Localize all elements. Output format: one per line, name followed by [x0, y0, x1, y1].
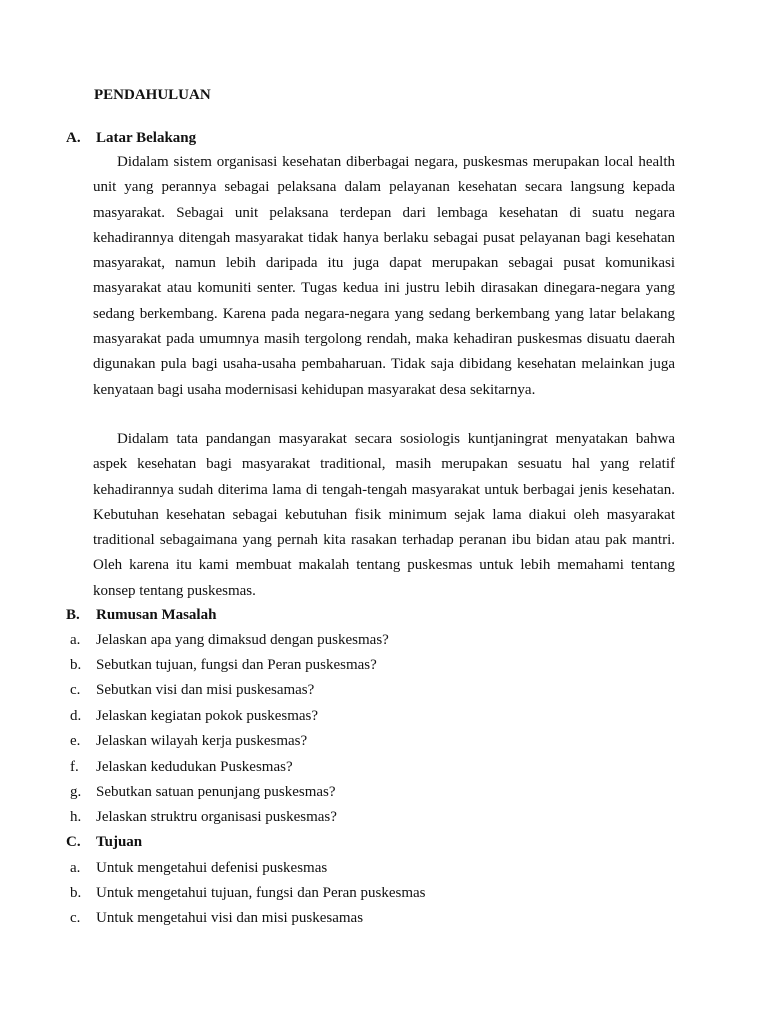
- list-item: b. Sebutkan tujuan, fungsi dan Peran puskesmas?: [70, 657, 377, 673]
- section-c-heading: [66, 831, 142, 853]
- list-item: c. Untuk mengetahui visi dan misi puskesamas: [70, 910, 364, 926]
- list-item: a. Jelaskan apa yang dimaksud dengan puskesmas?: [70, 632, 389, 648]
- list-item: e. Jelaskan wilayah kerja puskesmas?: [70, 733, 308, 749]
- section-title: Tujuan: [96, 834, 143, 850]
- list-item: h. Jelaskan struktru organisasi puskesmas?: [70, 809, 337, 825]
- paragraph-text: Didalam sistem organisasi kesehatan diberbagai negara, puskesmas merupakan local health unit yang perannya sebagai pelaksana dalam pelayanan kesehatan secara langsung kepada masyarakat. Sebagai unit pelaksana terdepan dari lembaga kesehatan di suatu negara kehadirannya ditengah masyarakat tidak hanya berlaku sebagai pusat pelayanan bagi kesehatan masyarakat, namun lebih daripada itu juga dapat merupakan sebagai pusat komunikasi masyarakat atau komuniti senter. Tugas kedua ini justru lebih dirasakan dinegara-negara yang sedang berkembang. Karena pada negara-negara yang sedang berkembang yang latar belakang masyarakat pada umumnya masih tergolong rendah, maka kehadiran puskesmas disuatu daerah digunakan pula bagi usaha-usaha pembaharuan. Tidak saja dibidang kesehatan melainkan juga kenyataan bagi usaha modernisasi kehidupan masyarakat desa sekitarnya.: [93, 154, 675, 398]
- list-item: f. Jelaskan kedudukan Puskesmas?: [70, 759, 293, 775]
- list-item: a. Untuk mengetahui defenisi puskesmas: [70, 860, 328, 876]
- section-b-heading: [66, 604, 216, 626]
- list-item: c. Sebutkan visi dan misi puskesamas?: [70, 682, 315, 698]
- list-item: b. Untuk mengetahui tujuan, fungsi dan Peran puskesmas: [70, 885, 426, 901]
- page-title: PENDAHULUAN: [94, 87, 211, 103]
- section-letter: A.: [66, 130, 81, 146]
- section-letter: C.: [66, 834, 81, 850]
- section-a-heading: [66, 127, 196, 149]
- paragraph-latar-belakang-1: [93, 150, 675, 403]
- paragraph-latar-belakang-2: [93, 427, 675, 604]
- list-item: g. Sebutkan satuan penunjang puskesmas?: [70, 784, 336, 800]
- section-letter: B.: [66, 607, 80, 623]
- section-title: Rumusan Masalah: [96, 607, 217, 623]
- section-title: Latar Belakang: [96, 130, 197, 146]
- paragraph-text: Didalam tata pandangan masyarakat secara sosiologis kuntjaningrat menyatakan bahwa aspek kesehatan bagi masyarakat traditional, masih merupakan sesuatu hal yang relatif kehadirannya sudah diterima lama di tengah-tengah masyarakat untuk berbagai jenis kesehatan. Kebutuhan kesehatan sebagai kebutuhan fisik minimum sejak lama diakui oleh masyarakat traditional sebagaimana yang pernah kita rasakan terhadap peranan ibu bidan atau pak mantri. Oleh karena itu kami membuat makalah tentang puskesmas untuk lebih memahami tentang konsep tentang puskesmas.: [93, 431, 675, 599]
- list-item: d. Jelaskan kegiatan pokok puskesmas?: [70, 708, 319, 724]
